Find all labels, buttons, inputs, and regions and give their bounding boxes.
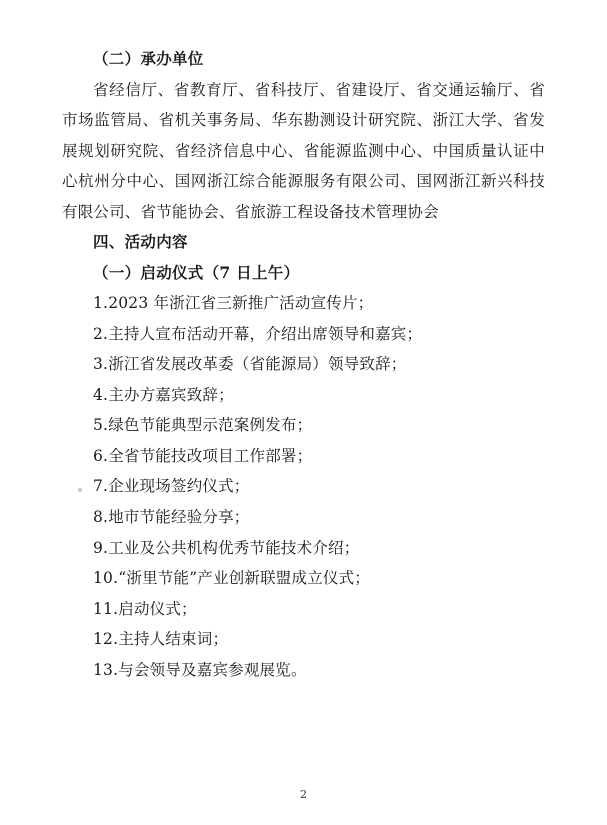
agenda-item-10: 10.“浙里节能”产业创新联盟成立仪式； (93, 569, 370, 588)
agenda-item-7: 7.企业现场签约仪式； (93, 477, 250, 496)
heading-launch-ceremony: （一）启动仪式（7 日上午） (93, 262, 300, 282)
agenda-item-3: 3.浙江省发展改革委（省能源局）领导致辞； (93, 355, 407, 374)
agenda-item-8: 8.地市节能经验分享； (93, 507, 250, 526)
agenda-item-4: 4.主办方嘉宾致辞； (93, 385, 234, 404)
paragraph-host-units: 省经信厅、省教育厅、省科技厅、省建设厅、省交通运输厅、省市场监管局、省机关事务局、华东勘测设计研究院、浙江大学、省发展规划研究院、省经济信息中心、省能源监测中心、中国质量认证中心杭州分中心、国网浙江综合能源服务有限公司、国网浙江新兴科技有限公司、省节能协会、省旅游工程设备技术管理协会 (62, 80, 545, 221)
page-number: 2 (300, 788, 307, 801)
agenda-item-5: 5.绿色节能典型示范案例发布； (93, 416, 313, 435)
agenda-item-1: 1.2023 年浙江省三新推广活动宣传片； (93, 294, 374, 313)
margin-dot-mark (78, 488, 82, 492)
agenda-item-13: 13.与会领导及嘉宾参观展览。 (93, 660, 307, 679)
agenda-item-9: 9.工业及公共机构优秀节能技术介绍； (93, 538, 360, 557)
agenda-item-6: 6.全省节能技改项目工作部署； (93, 446, 313, 465)
document-body (62, 44, 545, 685)
agenda-item-11: 11.启动仪式； (93, 599, 197, 618)
agenda-item-12: 12.主持人结束词； (93, 630, 229, 649)
heading-host-units: （二）承办单位 (93, 49, 204, 68)
heading-activity-content: 四、活动内容 (93, 232, 188, 252)
agenda-item-2: 2.主持人宣布活动开幕，介绍出席领导和嘉宾； (93, 324, 423, 343)
